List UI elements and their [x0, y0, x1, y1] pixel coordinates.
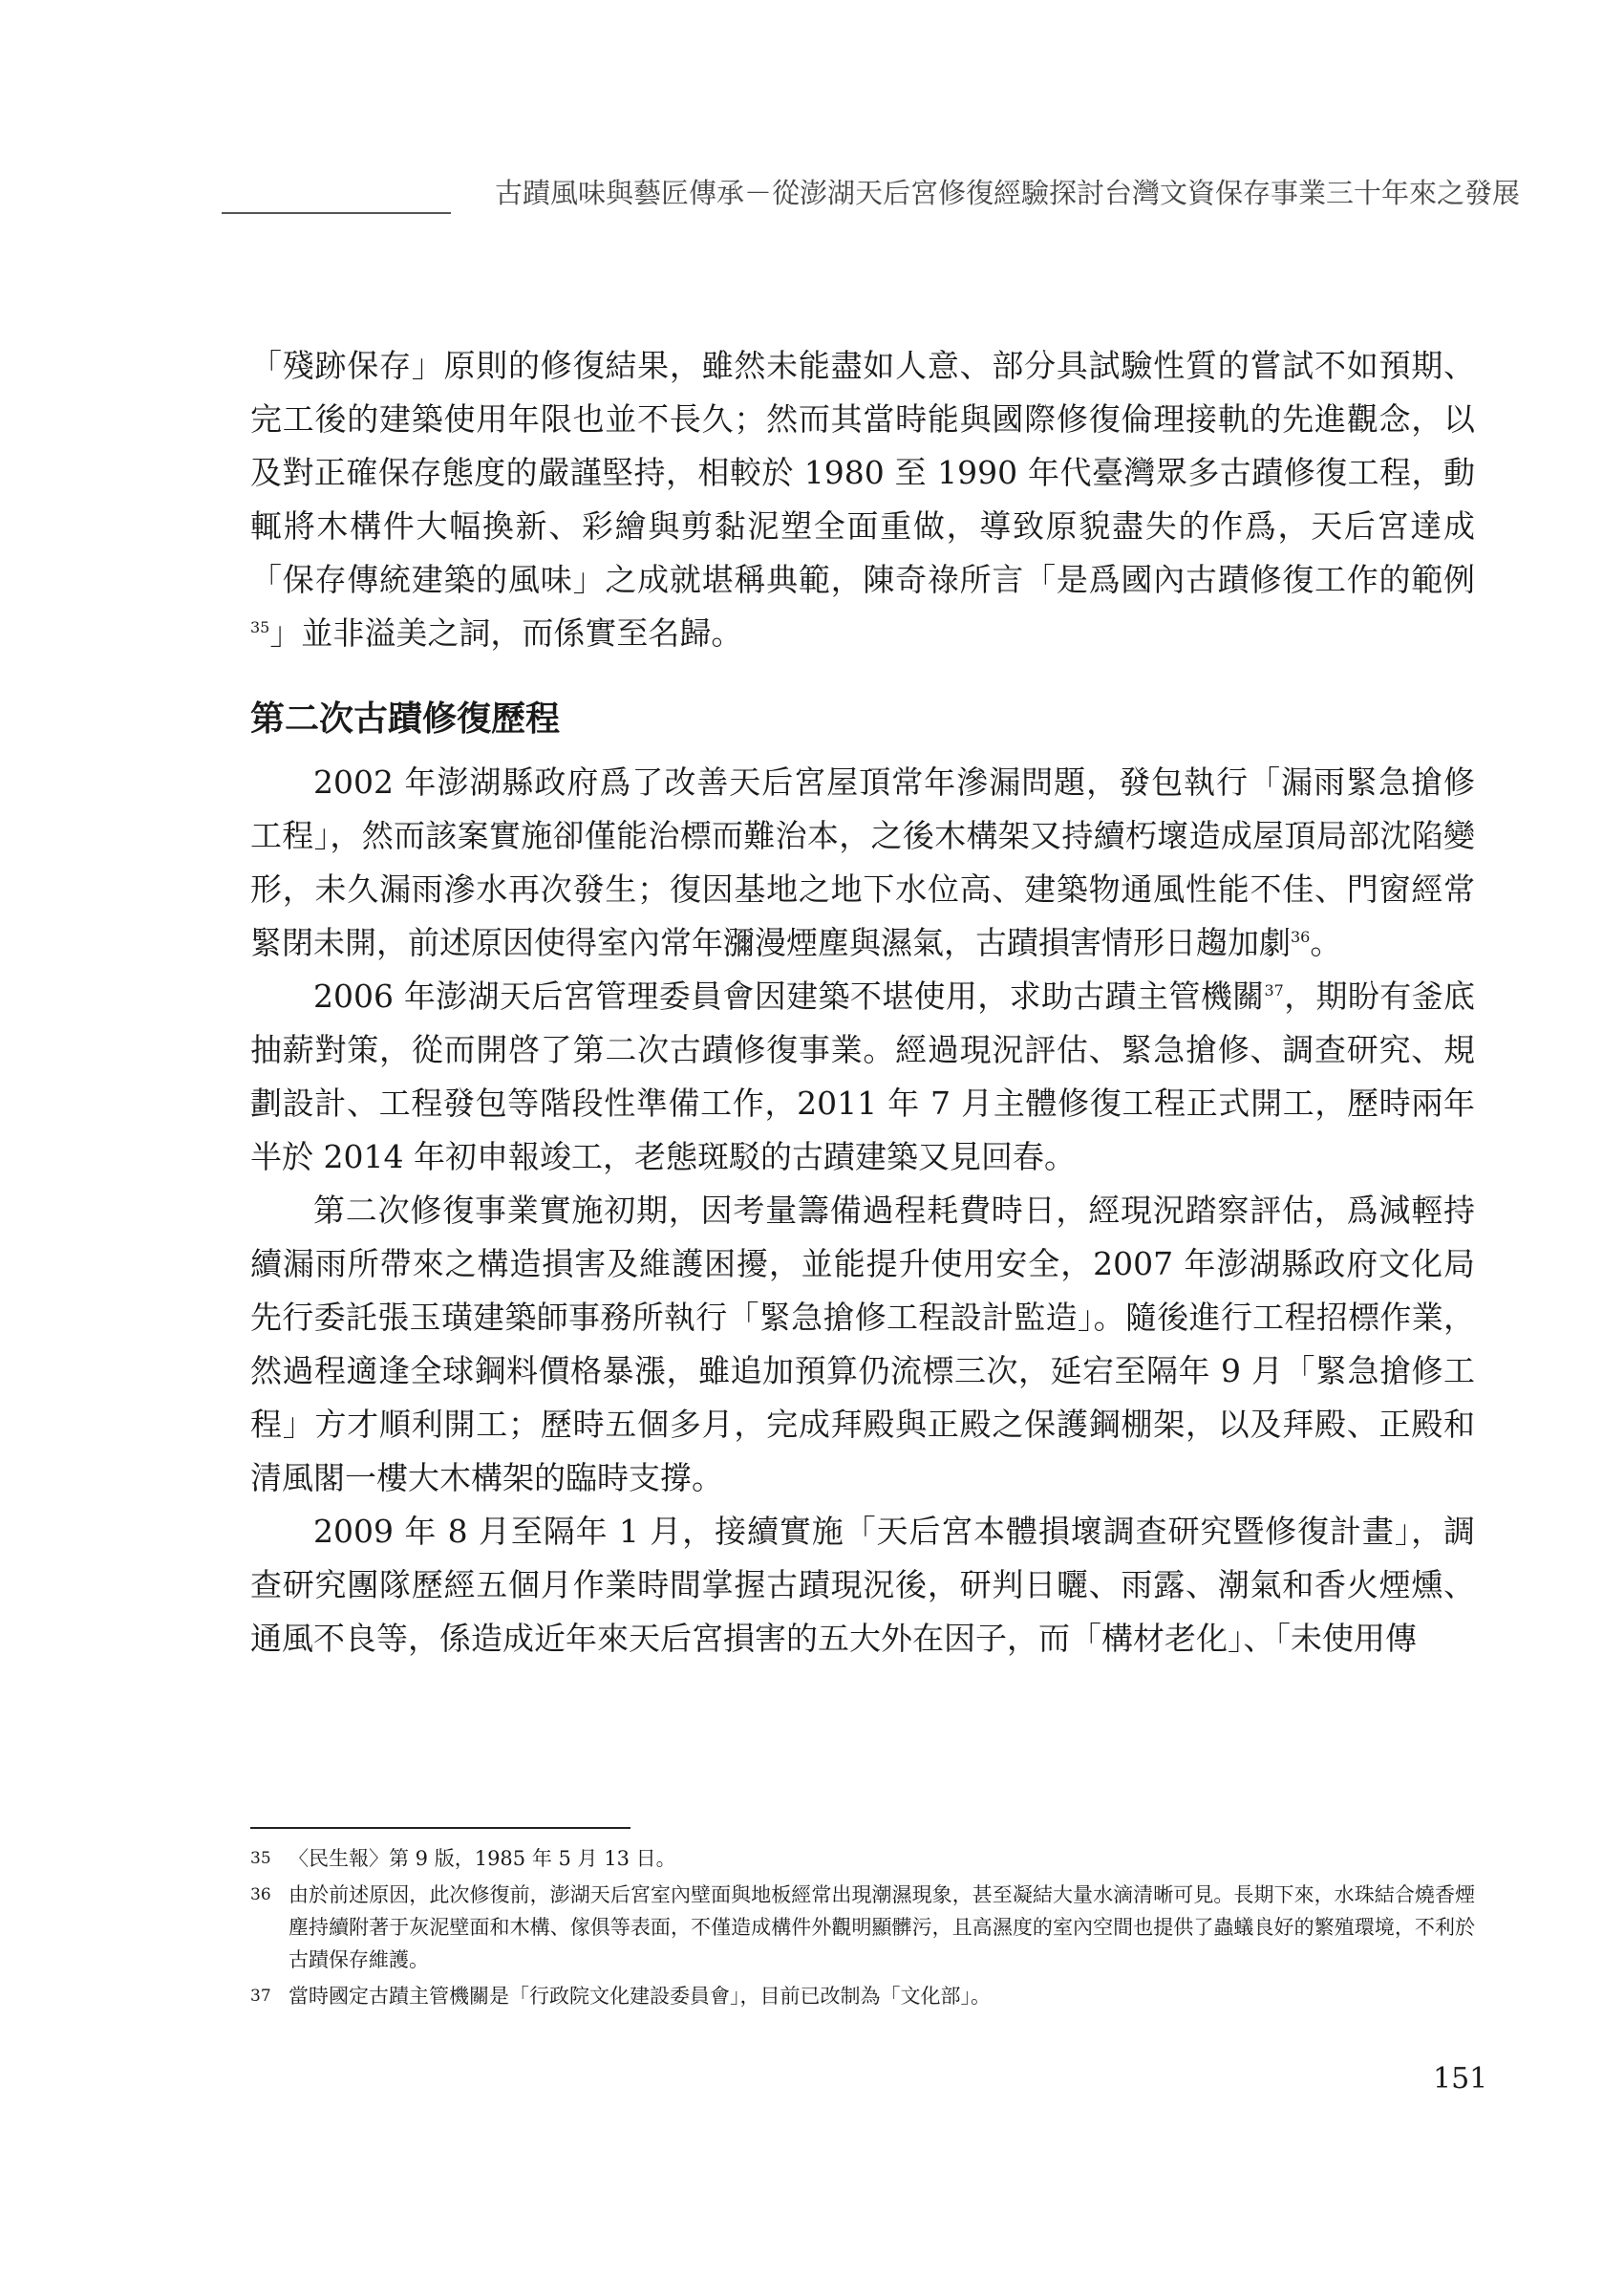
footnote-ref-35[interactable]: 35: [250, 618, 270, 636]
footnote-number: 37: [250, 1987, 271, 2006]
section-heading: 第二次古蹟修復歷程: [250, 699, 561, 739]
footnote-number: 35: [250, 1849, 271, 1868]
footnote-36: [250, 1879, 1475, 1976]
footnote-ref-36[interactable]: 36: [1291, 928, 1311, 946]
paragraph-2-text: 2002 年澎湖縣政府爲了改善天后宮屋頂常年滲漏問題，發包執行「漏雨緊急搶修工程」，然而該案實施卻僅能治標而難治本，之後木構架又持續朽壞造成屋頂局部沈陷變形，未久漏雨滲水再次發生；復因基地之地下水位高、建築物通風性能不佳、門窗經常緊閉未開，前述原因使得室內常年瀰漫煙塵與濕氣，古蹟損害情形日趨加劇: [250, 763, 1475, 961]
footnote-text: 當時國定古蹟主管機關是「行政院文化建設委員會」，目前已改制為「文化部」。: [288, 1985, 991, 2008]
paragraph-1-text: 「殘跡保存」原則的修復結果，雖然未能盡如人意、部分具試驗性質的嘗試不如預期、完工後的建築使用年限也並不長久；然而其當時能與國際修復倫理接軌的先進觀念，以及對正確保存態度的嚴謹堅持，相較於 1980 至 1990 年代臺灣眾多古蹟修復工程，動輒將木構件大幅換新、彩繪與剪黏泥塑全面重做，導致原貌盡失的作爲，天后宮達成「保存傳統建築的風味」之成就堪稱典範，陳奇祿所言「是爲國內古蹟修復工作的範例: [250, 347, 1475, 598]
paragraph-1-tail: 」並非溢美之詞，而係實至名歸。: [269, 614, 743, 652]
page-number: 151: [1433, 2062, 1488, 2095]
footnote-ref-37[interactable]: 37: [1264, 981, 1284, 999]
paragraph-3: [250, 970, 1475, 1184]
paragraph-3-tail: ，期盼有釜底抽薪對策，從而開啓了第二次古蹟修復事業。經過現況評估、緊急搶修、調查研究、規劃設計、工程發包等階段性準備工作，2011 年 7 月主體修復工程正式開工，歷時兩年半於 2014 年初申報竣工，老態斑駁的古蹟建築又見回春。: [250, 978, 1475, 1175]
footnote-number: 36: [250, 1885, 271, 1904]
paragraph-4: 第二次修復事業實施初期，因考量籌備過程耗費時日，經現況踏察評估，爲減輕持續漏雨所帶來之構造損害及維護困擾，並能提升使用安全，2007 年澎湖縣政府文化局先行委託張玉璜建築師事務所執行「緊急搶修工程設計監造」。隨後進行工程招標作業，然過程適逢全球鋼料價格暴漲，雖追加預算仍流標三次，延宕至隔年 9 月「緊急搶修工程」方才順利開工；歷時五個多月，完成拜殿與正殿之保護鋼棚架，以及拜殿、正殿和清風閣一樓大木構架的臨時支撐。: [250, 1192, 1475, 1496]
footnote-text: 由於前述原因，此次修復前，澎湖天后宮室內壁面與地板經常出現潮濕現象，甚至凝結大量水滴清晰可見。長期下來，水珠結合燒香煙塵持續附著于灰泥壁面和木構、傢俱等表面，不僅造成構件外觀明顯髒污，且高濕度的室內空間也提供了蟲蟻良好的繁殖環境，不利於古蹟保存維護。: [288, 1883, 1475, 1971]
paragraph-3-text: 2006 年澎湖天后宮管理委員會因建築不堪使用，求助古蹟主管機關: [313, 978, 1265, 1015]
footnotes: [250, 1842, 1475, 2016]
paragraph-2: [250, 756, 1475, 970]
paragraph-2-tail: 。: [1310, 924, 1342, 961]
footnote-35: [250, 1842, 1475, 1875]
footnote-text: 〈民生報〉第 9 版，1985 年 5 月 13 日。: [288, 1847, 676, 1870]
running-header-title: 古蹟風味與藝匠傳承－從澎湖天后宮修復經驗探討台灣文資保存事業三十年來之發展: [495, 177, 1521, 209]
paragraph-1: [250, 339, 1475, 660]
footnote-37: [250, 1980, 1475, 2012]
paragraph-5: 2009 年 8 月至隔年 1 月，接續實施「天后宮本體損壞調查研究暨修復計畫」，調查研究團隊歷經五個月作業時間掌握古蹟現況後，研判日曬、雨露、潮氣和香火煙燻、通風不良等，係造成近年來天后宮損害的五大外在因子，而「構材老化」、「未使用傳: [250, 1513, 1475, 1657]
footnote-rule: [250, 1827, 630, 1829]
body-text: [250, 339, 1475, 1666]
header-rule: [222, 212, 451, 214]
